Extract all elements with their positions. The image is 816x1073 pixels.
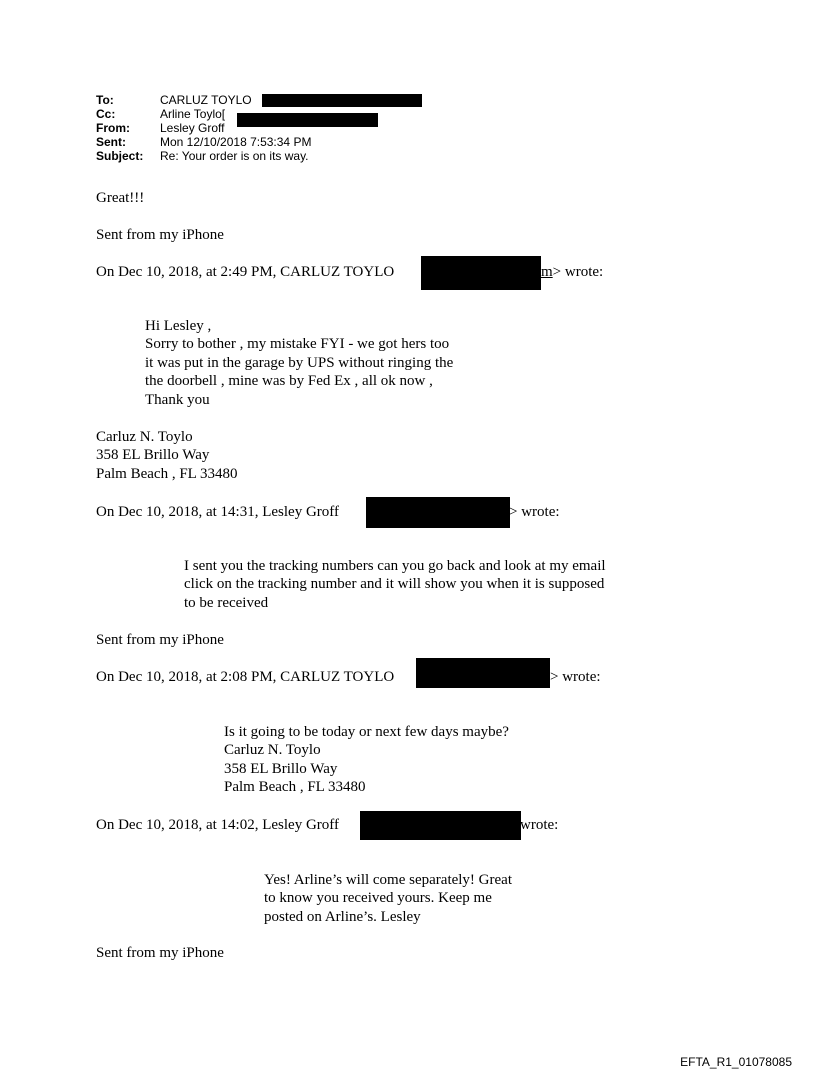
redaction-bar bbox=[421, 256, 541, 290]
message-line: Is it going to be today or next few days maybe? bbox=[224, 724, 509, 740]
message-line: to know you received yours. Keep me bbox=[264, 890, 492, 907]
quoted-message-3 bbox=[224, 723, 509, 797]
address-line: Carluz N. Toylo bbox=[96, 429, 193, 445]
from-label: From: bbox=[96, 121, 130, 135]
message-line: the doorbell , mine was by Fed Ex , all ok now , bbox=[145, 373, 433, 390]
attribution-text: On Dec 10, 2018, at 2:49 PM, CARLUZ TOYLO bbox=[96, 264, 395, 280]
cc-label: Cc: bbox=[96, 107, 116, 121]
greeting-text: Great!!! bbox=[96, 190, 145, 206]
subject-label: Subject: bbox=[96, 149, 144, 163]
message-line: it was put in the garage by UPS without ringing the bbox=[145, 354, 454, 371]
quote-attribution-2-end bbox=[509, 503, 560, 521]
message-line: to be received bbox=[184, 594, 269, 611]
wrote-text: > wrote: bbox=[552, 264, 604, 280]
message-line: Palm Beach , FL 33480 bbox=[224, 779, 366, 796]
message-line: I sent you the tracking numbers can you go back and look at my email bbox=[184, 558, 606, 574]
subject-value: Re: Your order is on its way. bbox=[160, 149, 309, 163]
message-line: Carluz N. Toylo bbox=[224, 742, 321, 759]
message-line: Thank you bbox=[145, 391, 210, 408]
quote-attribution-2 bbox=[96, 503, 339, 521]
quoted-message-2 bbox=[184, 557, 606, 612]
to-value: CARLUZ TOYLO bbox=[160, 93, 252, 107]
sent-label: Sent: bbox=[96, 135, 126, 149]
sent-from-iphone: Sent from my iPhone bbox=[96, 227, 224, 243]
redaction-bar bbox=[366, 497, 510, 528]
message-line: posted on Arline’s. Lesley bbox=[264, 908, 421, 925]
message-line: 358 EL Brillo Way bbox=[224, 760, 338, 777]
quoted-message-1 bbox=[145, 317, 453, 409]
attribution-text: On Dec 10, 2018, at 2:08 PM, CARLUZ TOYLO bbox=[96, 669, 395, 685]
cc-value: Arline Toylo[ bbox=[160, 107, 226, 121]
wrote-text: wrote: bbox=[520, 817, 559, 833]
quoted-message-4 bbox=[264, 871, 512, 926]
wrote-text: > wrote: bbox=[509, 504, 560, 520]
sent-value: Mon 12/10/2018 7:53:34 PM bbox=[160, 135, 312, 149]
redaction-bar bbox=[262, 94, 422, 107]
quote-attribution-4-end bbox=[520, 816, 558, 834]
redaction-bar bbox=[416, 658, 550, 688]
message-line: Hi Lesley , bbox=[145, 318, 212, 334]
redaction-bar bbox=[237, 113, 378, 127]
attribution-text: On Dec 10, 2018, at 14:02, Lesley Groff bbox=[96, 817, 340, 833]
from-value: Lesley Groff bbox=[160, 121, 225, 135]
message-line: click on the tracking number and it will show you when it is supposed bbox=[184, 576, 605, 593]
address-line: 358 EL Brillo Way bbox=[96, 447, 210, 464]
to-label: To: bbox=[96, 93, 114, 107]
attribution-text: On Dec 10, 2018, at 14:31, Lesley Groff bbox=[96, 504, 340, 520]
quote-attribution-1 bbox=[96, 263, 394, 281]
sent-from-iphone: Sent from my iPhone bbox=[96, 945, 224, 961]
quote-attribution-3-end bbox=[550, 668, 601, 686]
sent-from-iphone: Sent from my iPhone bbox=[96, 632, 224, 648]
email-link-fragment: m bbox=[541, 264, 553, 280]
quote-attribution-1-end bbox=[541, 263, 603, 281]
signature-address-1 bbox=[96, 428, 238, 483]
address-line: Palm Beach , FL 33480 bbox=[96, 465, 238, 482]
redaction-bar bbox=[360, 811, 521, 840]
wrote-text: > wrote: bbox=[550, 669, 601, 685]
message-line: Sorry to bother , my mistake FYI - we got hers too bbox=[145, 336, 450, 353]
message-line: Yes! Arline’s will come separately! Great bbox=[264, 872, 512, 888]
quote-attribution-3 bbox=[96, 668, 394, 686]
document-id: EFTA_R1_01078085 bbox=[680, 1055, 792, 1069]
quote-attribution-4 bbox=[96, 816, 339, 834]
